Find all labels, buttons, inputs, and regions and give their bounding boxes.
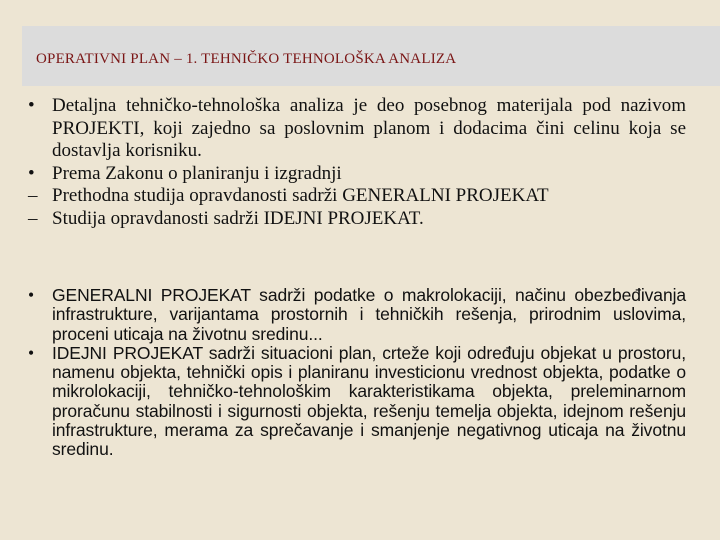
list-item: [26, 208, 686, 231]
list-item-text: Prema Zakonu o planiranju i izgradnji: [52, 162, 342, 184]
list-item-text: Prethodna studija opravdanosti sadrži GENERALNI PROJEKAT: [52, 185, 549, 206]
slide-title: OPERATIVNI PLAN – 1. TEHNIČKO TEHNOLOŠKA ANALIZA: [36, 51, 457, 67]
section-projects: [26, 286, 686, 460]
dash-marker: –: [28, 185, 38, 206]
title-bar: [22, 26, 720, 86]
list-item: [26, 344, 686, 460]
section-overview: [26, 95, 686, 230]
list-item: [26, 286, 686, 344]
list-item-text: GENERALNI PROJEKAT sadrži podatke o makrolokaciji, načinu obezbeđivanja infrastrukture, varijantama prostornih i tehničkih rešenja, prirodnim uslovima, proceni uticaja na životnu sredinu...: [52, 285, 686, 344]
bullet-marker: •: [28, 342, 35, 363]
bullet-marker: •: [28, 162, 35, 184]
list-item: [26, 163, 686, 186]
list-item: [26, 95, 686, 163]
list-item: [26, 185, 686, 208]
dash-marker: –: [28, 207, 38, 229]
list-item-text: Detaljna tehničko-tehnološka analiza je deo posebnog materijala pod nazivom PROJEKTI, koji zajedno sa poslovnim planom i dodacima čini celinu koja se dostavlja korisniku.: [52, 95, 686, 161]
list-item-text: IDEJNI PROJEKAT sadrži situacioni plan, crteže koji određuju objekat u prostoru, namenu objekta, tehnički opis i planiranu investicionu vrednost objekta, podatke o mikrolokaciji, tehničko-tehnološkim karakteristikama objekta, preleminarnom proračunu stabilnosti i sigurnosti objekta, rešenju temelja objekta, idejnom rešenju infrastrukture, merama za sprečavanje i smanjenje negativnog uticaja na životnu sredinu.: [52, 342, 686, 460]
bullet-marker: •: [28, 285, 35, 305]
list-item-text: Studija opravdanosti sadrži IDEJNI PROJEKAT.: [52, 207, 424, 229]
bullet-marker: •: [28, 95, 35, 116]
